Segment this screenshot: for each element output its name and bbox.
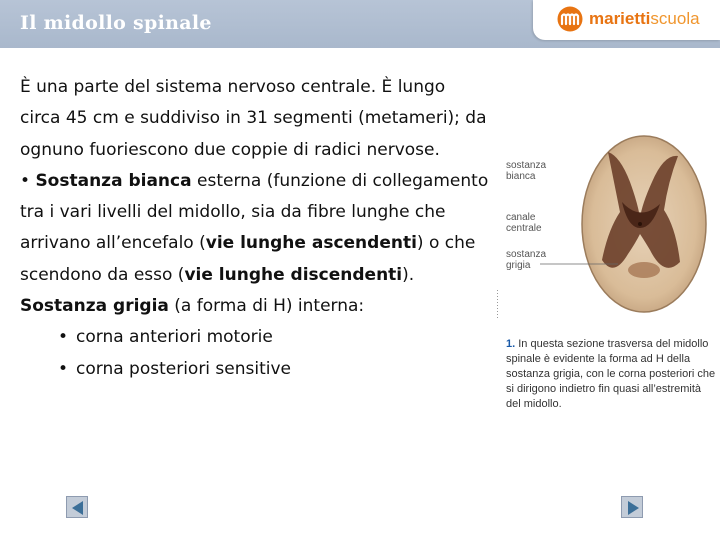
page-title: Il midollo spinale xyxy=(20,12,212,34)
triangle-right-icon xyxy=(622,497,644,519)
term-sostanza-bianca: Sostanza bianca xyxy=(35,170,192,191)
mm-logo-icon xyxy=(557,6,583,32)
label-sostanza-grigia: sostanza grigia xyxy=(506,249,547,271)
horns-list xyxy=(20,322,490,385)
term-sostanza-grigia: Sostanza grigia xyxy=(20,296,169,317)
label-sostanza-bianca: sostanza bianca xyxy=(506,160,547,182)
previous-slide-button[interactable] xyxy=(66,496,88,518)
intro-paragraph: È una parte del sistema nervoso centrale. È lungo circa 45 cm e suddiviso in 31 segmenti (metameri); da ognuno fuoriescono due coppie di radici nervose. xyxy=(20,77,487,160)
term-vie-ascendenti: vie lunghe ascendenti xyxy=(205,233,417,254)
next-slide-button[interactable] xyxy=(621,496,643,518)
white-matter-paragraph: • Sostanza bianca esterna (funzione di collegamento tra i vari livelli del midollo, sia da fibre lunghe che arrivano all’encefalo (vie lunghe ascendenti) o che scendono da esso (vie lunghe discendenti). xyxy=(20,170,489,285)
list-item: • corna anteriori motorie xyxy=(58,327,273,348)
figure-leader-lines xyxy=(540,150,660,280)
triangle-left-icon xyxy=(67,497,89,519)
grey-matter-paragraph: Sostanza grigia (a forma di H) interna: xyxy=(20,296,365,317)
page-marker xyxy=(497,290,498,320)
list-item: • corna posteriori sensitive xyxy=(58,358,292,379)
figure-caption: 1. In questa sezione trasversa del midollo spinale è evidente la forma ad H della sostanza grigia, con le corna posteriori che si dirigono indietro fin quasi all’estremità del midollo. xyxy=(506,338,716,410)
label-canale-centrale: canale centrale xyxy=(506,212,542,234)
header-bar xyxy=(0,0,720,48)
main-text xyxy=(20,72,490,385)
logo-text: mariettiscuola xyxy=(589,9,700,28)
term-vie-discendenti: vie lunghe discendenti xyxy=(184,264,403,285)
publisher-logo xyxy=(533,0,720,40)
